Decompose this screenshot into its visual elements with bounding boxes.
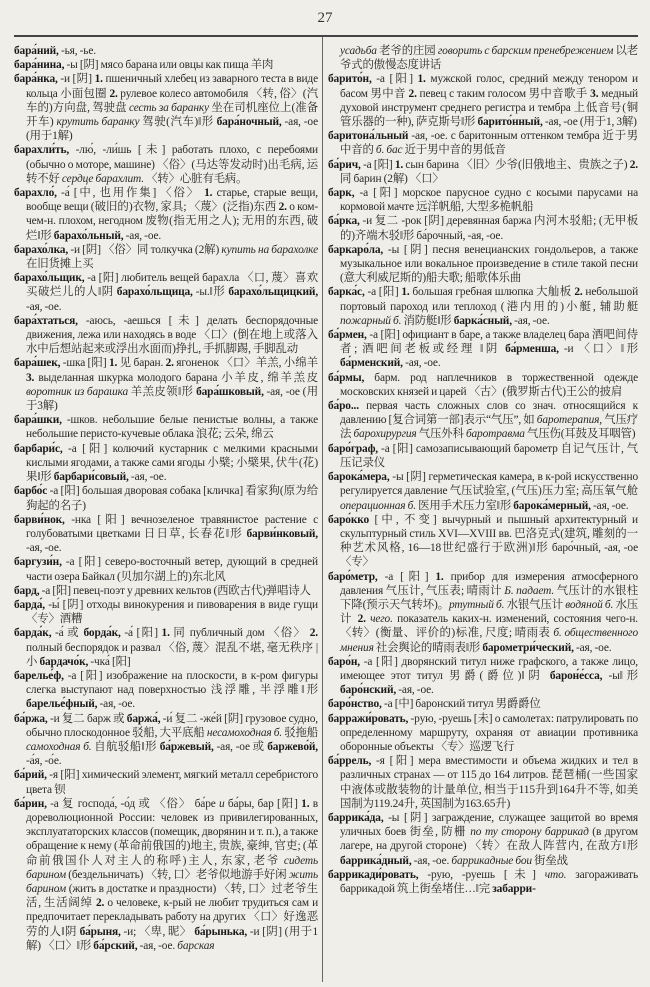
example-phrase: б. общественного мнения <box>340 627 638 654</box>
definition-text: большая гребная шлюпка 大舢板 <box>409 286 575 299</box>
headword: барви́нковый, <box>246 527 318 540</box>
headword: барон́е́сса, <box>549 669 603 682</box>
dictionary-entry <box>328 655 638 698</box>
definition-text: -а [中] баронский титул 男爵爵位 <box>381 698 541 711</box>
example-phrase: сидеть барином <box>26 854 318 881</box>
definition-text: рулевое колесо автомобиля 〈转, 俗〉(汽车的)方向盘, 驾驶盘 <box>26 87 318 114</box>
definition-text: -лю́, -ли́шь [未] работать плохо, с перебоями (обычно о моторе, машине) 〈俗〉(马达等发动时)出毛病, 运转不好 <box>26 144 318 185</box>
definition-text: -ая, -ое. <box>123 229 162 242</box>
dictionary-entry <box>14 669 318 712</box>
definition-text: -а [阳] певец-поэт у древних кельтов (西欧古代)弹唱诗人 <box>39 584 311 597</box>
definition-text: 气压伤(耳鼓及耳咽管) <box>524 428 636 441</box>
headword: баро́граф, <box>328 442 379 455</box>
headword: ба́рка, <box>328 215 360 228</box>
definition-text: 以老爷式的傲慢态度讲话 <box>340 45 638 72</box>
headword: баржа́, <box>126 712 161 725</box>
headword: барелье́фный, <box>26 698 98 711</box>
definition-text: -ы [阴] мясо барана или овцы как пища 羊肉 <box>64 59 274 72</box>
definition-text: 坐在司机座位上(准备开车) <box>26 101 318 129</box>
example-phrase: и <box>219 797 225 810</box>
definition-text: -а [阳] изображение на плоскости, в к-ром фигуры слегка выступают над поверхностью 浅浮雕, 半浮雕‖形 <box>26 669 318 697</box>
headword: 1. <box>417 73 426 86</box>
example-phrase: пожарный б. <box>340 314 402 327</box>
definition-text: -шков. небольшие белые пенистые волны, а также небольшие перисто-кучевые облака 浪花; 云朵, 绵云 <box>26 414 318 441</box>
headword: бара́нина, <box>14 59 65 72</box>
definition-text: -а [阳] <box>371 73 418 86</box>
headword: 1. <box>94 73 103 86</box>
page-number: 27 <box>317 10 333 26</box>
headword: баро́метр, <box>328 570 378 583</box>
definition-text: -ая, -ое. <box>26 300 62 313</box>
headword: барахо́льщик, <box>14 272 85 285</box>
dictionary-entry <box>328 570 638 655</box>
headword: 2. <box>408 87 417 100</box>
headword: 2. <box>357 613 366 626</box>
headword: 2. <box>109 87 118 100</box>
example-phrase: что. <box>544 868 567 881</box>
headword: барк, <box>328 187 355 200</box>
headword: ба́рменский, <box>340 357 403 370</box>
headword: барражи́ровать, <box>328 712 409 725</box>
dictionary-entry <box>14 555 318 583</box>
headword: ба́рынька, <box>194 925 248 938</box>
definition-text: -ы́ [阴] отходы винокурения и пивоварения в виде гущи 〈专〉酒糟 <box>26 598 318 626</box>
dictionary-entry <box>14 413 318 441</box>
definition-text: первая часть сложных слов со знач. относящийся к давлению [复合词第一部]表示“气压”, 如 <box>340 400 638 427</box>
definition-text: -а [阳] любитель вещей барахла 〈口, 蔑〉喜欢买破烂儿的人‖阴 <box>26 272 318 299</box>
headword: барито́н, <box>328 73 372 86</box>
definition-text: -ая, -ое (用于1解) <box>26 116 319 143</box>
dictionary-entry <box>14 768 318 796</box>
headword: баррика́да, <box>328 811 384 824</box>
dictionary-entry <box>328 214 638 242</box>
headword: баро́н, <box>328 655 360 668</box>
header-rule <box>14 35 638 37</box>
headword: баро́нство, <box>328 698 382 711</box>
definition-text: 消防艇‖形 <box>401 314 454 327</box>
definition-text: -и [阴] (用于1解) 〈口〉‖形 <box>26 925 318 952</box>
example-phrase: купить на барахолке <box>221 243 318 256</box>
dictionary-entry <box>328 754 638 811</box>
example-phrase: сердце барахлит. <box>61 172 144 185</box>
definition-text: -ая, -ое. <box>511 314 550 327</box>
definition-text: -и [阴] 〈俗〉同 толкучка (2解) <box>68 243 222 256</box>
headword: ба́рин, <box>14 797 47 810</box>
definition-text: -и́ 复二 -же́й [阴] грузовое судно, обычно плоскодонное 驳船, 大平底船 <box>26 712 318 739</box>
headword: ба́ржевый, <box>159 740 214 753</box>
definition-text: -ая, -ое. <box>97 698 136 711</box>
example-phrase: воротник из барашка <box>26 385 129 398</box>
headword: ба́ржа, <box>14 712 48 725</box>
dictionary-entry <box>14 626 318 669</box>
dictionary-entry <box>14 797 318 953</box>
definition-text: 气压疗法 <box>340 414 639 441</box>
headword: баргузи́н, <box>14 556 62 569</box>
dictionary-entry <box>14 243 318 271</box>
headword: баррика́дный, <box>340 854 412 867</box>
headword: баррикади́ровать, <box>328 868 419 881</box>
definition-text: 羊羔皮领‖形 <box>128 385 197 398</box>
dictionary-entry <box>328 399 638 442</box>
definition-text: -а [阳] <box>360 158 395 171</box>
example-phrase: барохирургия <box>353 428 417 441</box>
column-divider <box>322 37 323 982</box>
example-phrase: говорить с барским пренебрежением <box>437 45 614 57</box>
dictionary-entry <box>14 513 318 556</box>
definition-text: -ы‖形 <box>602 669 639 682</box>
definition-text: (в другом лагере, на другой стороне) 〈转〉在敌人阵营内, 在敌方‖形 <box>340 826 638 853</box>
headword: бара́шковый, <box>196 385 264 398</box>
dictionary-entry <box>14 186 318 243</box>
dictionary-entry <box>328 868 638 896</box>
headword: 2. <box>574 286 583 299</box>
headword: ба́рич, <box>328 158 361 171</box>
example-phrase: баротерапия, <box>536 414 603 427</box>
definition-text: -а [阳] дворянский титул ниже графского, а также лицо, имеющее этот титул 男爵(爵位)‖阴 <box>340 655 638 682</box>
dictionary-entry <box>328 72 638 129</box>
headword: 1. <box>401 286 410 299</box>
definition-text: 同 публичный дом 〈俗〉 <box>169 627 310 640</box>
headword: 1. <box>161 627 170 640</box>
headword: барбари́совый, <box>53 471 129 484</box>
headword: барока́мерный, <box>513 499 591 512</box>
definition-text: 气压外科 <box>416 428 466 441</box>
definition-text: -а [阳] колючий кустарник с мелкими красными кислыми ягодами, а также сами ягоды 小檗; 小檗果, 伏牛(花)果‖形 <box>26 442 318 484</box>
definition-text: 自航驳船‖形 <box>91 740 160 753</box>
dictionary-entry-continuation <box>328 44 638 72</box>
definition-text: -ы [阴] герметическая камера, в к-рой искусственно регулируется давление 气压试验室, (气压)压力室; 高压氧气舱 <box>340 471 638 498</box>
definition-text: 见 баран. <box>117 357 166 370</box>
example-phrase: несамоходная б. <box>206 726 283 739</box>
definition-text: -ы [阴] песня венецианских гондольеров, а также музыкальное или вокальное произведение в стиле такой песни (意大利威尼斯的)船夫歌; 船歌体乐曲 <box>340 243 638 285</box>
definition-text: небольшой портовый пароход или теплоход (港内用的)小艇, 辅助艇 <box>340 286 639 313</box>
headword: 2. <box>95 897 105 910</box>
definition-text: -ая, -ое (用于3解) <box>26 385 319 413</box>
dictionary-entry <box>328 697 638 711</box>
definition-text: мужской голос, средний между тенором и басом 男中音 <box>340 73 638 100</box>
headword: 1. <box>435 570 444 583</box>
dictionary-entry <box>328 712 638 755</box>
headword: бара́шки, <box>14 414 62 427</box>
definition-text: -ая, -ое. <box>26 542 62 555</box>
headword: барелье́ф, <box>14 669 64 682</box>
definition-text: о человеке, к-рый не любит трудиться сам и предпочитает перекладывать работу на других 〈口〉好逸恶劳的人‖阴 <box>26 897 319 938</box>
headword: бардачо́к, <box>39 655 89 668</box>
definition-text: -ая, -ое 或 <box>213 740 268 753</box>
definition-text: -а́ [中, 也用作集] 〈俗〉 <box>56 187 205 200</box>
headword: забарри- <box>492 882 536 895</box>
definition-text: выделанная шкурка молодого барана 小羊皮, 绵羊羔皮 <box>34 371 318 384</box>
headword: барахо́льщицкий, <box>228 286 319 299</box>
headword: барометри́ческий, <box>482 641 574 654</box>
definition-text: -я [阳] мера вместимости и объема жидких и тел в различных странах — от 115 до 164 литров. 琵琶桶(一些国家中液体或散装物的计量单位, 相当于115升到164升不等, 如美国制为119.24升, 英国制为163.65升) <box>340 755 638 810</box>
dictionary-entry <box>328 371 638 399</box>
definition-text: о ком-чем-н. плохом, негодном 废物(指无用之人); 无用的东西, 破烂‖形 <box>26 201 318 242</box>
definition-text: -и 复二 -рок [阴] деревянная баржа 内河木驳船; (无甲板的)齐端木驳‖形 ба́рочный, -ая, -ое. <box>340 215 638 242</box>
headword: баржево́й, <box>267 740 318 753</box>
definition-text: -ья, -ье. <box>58 45 96 57</box>
example-phrase: ртутный б. <box>449 598 505 611</box>
headword: 2. <box>629 158 638 171</box>
definition-text: -ая, -ое. <box>573 641 612 654</box>
headword: барбо́с <box>14 485 48 498</box>
definition-text: -рую, -руешь [未] о самолетах: патрулировать по определенному маршруту, охраняя от авиации противника оборонные объекты 〈专〉巡逻飞行 <box>340 712 638 753</box>
definition-text: (жить в достатке и праздности) 〈转, 口〉过老爷生活, 生活阔绰 <box>26 882 318 910</box>
headword: ба́рменша, <box>505 343 559 356</box>
definition-text: -я [阳] химический элемент, мягкий металл серебристого цвета 钡 <box>26 769 318 796</box>
headword: 2. <box>278 201 287 214</box>
definition-text: 驾驶(汽车)‖形 <box>139 116 217 129</box>
headword: бара́ночный, <box>216 116 282 129</box>
headword: 3. <box>590 87 599 100</box>
dictionary-entry <box>14 484 318 512</box>
dictionary-entry <box>14 598 318 626</box>
example-phrase: баротравма <box>465 428 525 441</box>
example-phrase: б. бас <box>375 144 403 157</box>
headword: баритона́льный <box>328 130 409 143</box>
dictionary-entry <box>14 271 318 314</box>
headword: бард, <box>14 584 40 597</box>
definition-text: (бездельничать) 〈转, 口〉老爷似地游手好闲 <box>65 868 289 881</box>
headword: барахло́, <box>14 187 57 200</box>
headword: ба́ррель, <box>328 755 372 768</box>
definition-text: -а́ 或 <box>51 627 84 640</box>
definition-text: 〈转〉心脏有毛病。 <box>143 172 248 185</box>
example-phrase: чего. <box>370 613 393 626</box>
headword: барбари́с, <box>14 442 63 455</box>
headword: 1. <box>108 357 118 370</box>
headword: баркаро́ла, <box>328 243 384 256</box>
definition-text: -а [阳] самозаписывающий барометр 自记气压计, 气压记录仪 <box>340 442 638 469</box>
headword: ба́рмен, <box>328 329 367 342</box>
definition-text: -и 复二 барж 或 <box>47 712 127 725</box>
definition-text: -ы.‖形 <box>192 286 229 299</box>
definition-text: прибор для измерения атмосферного давления 气压计, 气压表; 晴雨计 <box>340 570 638 597</box>
example-phrase: самоходная б. <box>26 740 92 753</box>
dictionary-entry <box>328 285 638 328</box>
dictionary-entry <box>14 356 318 413</box>
headword: барито́нный, <box>477 116 543 129</box>
headword: баро́кко <box>328 513 370 526</box>
example-phrase: водяной б. <box>565 598 614 611</box>
headword: барви́нок, <box>14 513 65 526</box>
definition-text: -ая, -ое. <box>590 499 629 512</box>
definition-text: 水压计 <box>340 598 638 626</box>
definition-text: ба́ры, бар [阳] <box>224 797 302 810</box>
headword: ба́ро... <box>328 400 359 413</box>
definition-text: -ая, -ое. <box>411 854 452 867</box>
definition-text: -чка́ [阳] <box>88 655 131 668</box>
definition-text: певец с таким голосом 男中音歌手 <box>416 87 591 100</box>
dictionary-entry <box>328 811 638 868</box>
definition-text: -нка [阳] вечнозеленое травянистое растение с голубоватыми цветками 日日草, 长春花‖形 <box>26 513 318 540</box>
headword: барда́, <box>14 598 45 611</box>
definition-text: -и 〈口〉‖形 <box>558 343 638 356</box>
definition-text: медный духовой инструмент среднего регистра и тембра 上低音号(铜管乐器的一种), 萨克斯号‖形 <box>340 87 638 129</box>
headword: ба́рыня, <box>79 925 121 938</box>
definition-text: 同 барин (2解) 〈口〉 <box>340 172 444 185</box>
left-column <box>14 44 318 953</box>
definition-text: 街垒战 <box>531 854 568 867</box>
definition-text: -ая, -ое. <box>402 357 441 370</box>
dictionary-entry <box>14 314 318 357</box>
definition-text: ягоненок 〈口〉羊羔, 小绵羊 <box>173 357 318 370</box>
headword: бара́ний, <box>14 45 59 57</box>
headword: 2. <box>165 357 174 370</box>
headword: бара́хтаться, <box>14 314 78 327</box>
definition-text: -ая, -ое. <box>396 684 434 697</box>
headword: барахо́льный, <box>53 229 124 242</box>
example-phrase: по ту сторону баррикад <box>470 826 589 839</box>
definition-text: -аюсь, -аешься [未] делать беспорядочные движения, лежа или находясь в воде 〈口〉(倒在地上或落入水中后想站起来或浮出水面而)挣扎, 手抓脚踢, 手脚乱动 <box>26 314 318 356</box>
definition-text: 气压计的水银柱下降(预示天气转坏)。 <box>340 584 638 611</box>
definition-text: -ая, -ое. <box>128 471 167 484</box>
dictionary-entry <box>14 442 318 485</box>
definition-text: 在旧货摊上买 <box>26 258 94 271</box>
headword: барахо́лка, <box>14 243 69 256</box>
dictionary-entry <box>14 58 318 72</box>
definition-text: -а́я, -о́е. <box>26 755 62 768</box>
definition-text: пшеничный хлебец из заварного теста в виде кольца 小面包圈 <box>26 73 318 100</box>
definition-text: полный беспорядок и развал 〈俗, 蔑〉混乱不堪, 毫无秩序 | 小 <box>26 641 318 668</box>
definition-text: в дореволюционной России: человек из привилегированных, эксплуататорских классов (помещик, дворянин и т. п.), а также обращение к нему (革命前俄国的)地主, 贵族, 豪绅, 官吏; (革命前俄国仆人对主人的称呼)主人, 东家, 老爷 <box>26 797 318 867</box>
definition-text: -и; 〈卑, 昵〉 <box>120 925 195 938</box>
dictionary-entry <box>328 513 638 570</box>
definition-text: -а [阳] <box>377 570 436 583</box>
example-phrase: баррикадные бои <box>451 854 532 867</box>
definition-text: -а [阳] морское парусное судно с косыми парусами на кормовой мачте 远洋帆船, 大型多桅帆船 <box>340 187 638 214</box>
dictionary-entry <box>14 143 318 186</box>
dictionary-entry <box>14 712 318 769</box>
definition-text: -шка [阳] <box>60 357 109 370</box>
dictionary-entry <box>328 186 638 214</box>
definition-text: барм. род наплечников в торжественной одежде московских князей и царей 〈古〉(俄罗斯古代)王公的披肩 <box>340 371 638 398</box>
example-phrase: барская <box>177 939 215 952</box>
definition-text: -а [阳] <box>364 286 402 299</box>
example-phrase: операционная б. <box>340 499 416 512</box>
definition-text: 水银气压计 <box>504 598 566 611</box>
dictionary-entry <box>328 442 638 470</box>
definition-text: 医用手术压力室‖形 <box>415 499 514 512</box>
example-phrase: Б. падает. <box>504 584 555 597</box>
definition-text: загораживать баррикадой 筑上街垒堵住…‖完 <box>340 868 639 895</box>
definition-text: 驳拖船 <box>282 726 319 739</box>
definition-text: показатель каких-н. изменений, состояния чего-н. 〈转〉(衡量、评价的)标准, 尺度; 晴雨表 <box>340 613 638 640</box>
definition-text: -ы [阴] заграждение, служащее защитой во время уличных боев 街垒, 防栅 <box>340 811 638 839</box>
headword: барда́к, <box>14 627 52 640</box>
definition-text: старье, старые вещи, вообще вещи (破旧的)衣物, 家具; 〈蔑〉(泛指)东西 <box>26 187 318 214</box>
headword: барахли́ть, <box>14 144 70 157</box>
definition-text: -а 复 господа́, -о́д 或 〈俗〉 ба́ре <box>46 797 219 810</box>
headword: ба́рий, <box>14 769 47 782</box>
headword: ба́рмы, <box>328 371 365 384</box>
dictionary-entry <box>14 72 318 143</box>
headword: бара́шек, <box>14 357 61 370</box>
definition-text: -и [阴] <box>57 73 95 86</box>
headword: 1. <box>394 158 404 171</box>
definition-text: -а [阳] северо-восточный ветер, дующий в средней части озера Байкал (贝加尔湖上的)东北风 <box>26 556 318 583</box>
dictionary-entry <box>14 44 318 58</box>
example-phrase: усадьба <box>340 45 377 57</box>
headword: барахо́льщица, <box>116 286 193 299</box>
definition-text: 老爷的庄园 <box>376 45 438 57</box>
headword: 3. <box>26 371 35 384</box>
headword: борда́к, <box>83 627 121 640</box>
dictionary-entry <box>328 129 638 157</box>
definition-text: -рую, -руешь [未] <box>418 868 545 881</box>
definition-text: -ая, -ое (用于1, 3解) <box>542 116 637 129</box>
definition-text: 近于男中音的男低音 <box>402 144 506 157</box>
headword: барка́сный, <box>453 314 512 327</box>
definition-text: -ая, -ое. <box>137 939 178 952</box>
definition-text: сын барина 〈旧〉少爷(旧俄地主、贵族之子) <box>403 158 630 171</box>
right-column <box>328 44 638 896</box>
example-phrase: сесть за баранку <box>128 101 209 114</box>
headword: баро́нский, <box>340 684 397 697</box>
dictionary-entry <box>328 243 638 286</box>
headword: барка́с, <box>328 286 365 299</box>
definition-text: 社会舆论的晴雨表‖形 <box>373 641 483 654</box>
headword: бара́нка, <box>14 73 58 86</box>
headword: 2. <box>309 627 319 640</box>
headword: барока́мера, <box>328 471 390 484</box>
definition-text: -а [阳] официант в баре, а также владелец бара 酒吧间侍者; 酒吧间老板或经理 ‖阴 <box>340 329 638 356</box>
definition-text: -ая, -ое. с баритонным оттенком тембра 近于男中音的 <box>340 130 638 157</box>
definition-text: -а́ [阳] <box>120 627 162 640</box>
headword: 1. <box>204 187 213 200</box>
example-phrase: жить барином <box>26 868 318 895</box>
headword: 1. <box>301 797 310 810</box>
dictionary-entry <box>328 158 638 186</box>
dictionary-entry <box>14 584 318 598</box>
definition-text: [中, 不变] вычурный и пышный архитектурный и скульптурный стиль XVI—XVIII вв. 巴洛克式(建筑, 雕刻的一种艺术风格, 16—18世纪盛行于欧洲)‖形 баро́чный, -ая, -ое 〈专〉 <box>340 513 638 569</box>
dictionary-entry <box>328 470 638 513</box>
dictionary-entry <box>328 328 638 371</box>
headword: ба́рский, <box>93 939 138 952</box>
example-phrase: крутить баранку <box>56 116 140 129</box>
definition-text: -а [阳] большая дворовая собака [кличка] 看家狗(原为给狗起的名子) <box>26 485 318 512</box>
